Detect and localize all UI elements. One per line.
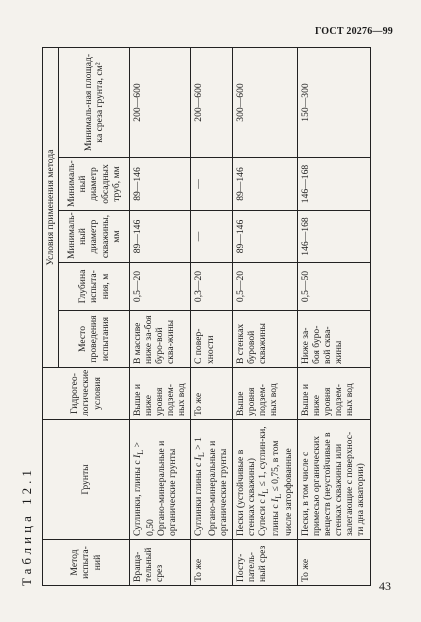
header-casing-diameter: Минималь-ный диаметр обсадных труб, мм [59,158,130,211]
cell-well-diameter: 89—146 [130,211,191,263]
cell-method: То же [298,540,371,586]
header-hydro: Гидрогео-логические условия [43,368,130,420]
cell-hydro: Выше и ниже уровня подзем-ных вод [130,368,191,420]
cell-place: В стенках буровой скважины [232,311,298,368]
cell-soils: Суглинки, глины с $I_L > 0,50$ Органо-минеральные и органические грунты [130,420,191,540]
table-row [298,48,371,586]
cell-hydro: Выше и ниже уровня подзем-ных вод [298,368,371,420]
cell-hydro: То же [191,368,232,420]
cell-casing-diameter: 146—168 [298,158,371,211]
rotated-table-sheet [14,48,371,586]
table-row [191,48,232,586]
cell-method: Посту-патель-ный срез [232,540,298,586]
cell-casing-diameter: — [191,158,232,211]
cell-depth: 0,5—20 [130,263,191,311]
table-caption: Таблица 12.1 [19,466,34,586]
document-header: ГОСТ 20276—99 [314,26,393,37]
table-row [130,48,191,586]
cell-method: То же [191,540,232,586]
cell-depth: 0,5—50 [298,263,371,311]
header-well-diameter: Минималь-ный диаметр скважины, мм [59,211,130,263]
cell-method: Враща-тельный срез [130,540,191,586]
header-place: Место проведения испытания [59,311,130,368]
cell-soils: Пески, в том числе с примесью органических веществ (неустойчивые в стенках скважины или залегающие с поверхнос-ти дна акватории) [298,420,371,540]
cell-place: С повер-хности [191,311,232,368]
cell-well-diameter: — [191,211,232,263]
header-conditions-group: Условия применения метода [43,48,59,368]
cell-place: Ниже за-боя буро-вой сква-жины [298,311,371,368]
cell-depth: 0,3—20 [191,263,232,311]
cell-casing-diameter: 89—146 [232,158,298,211]
cell-shear-area: 200—600 [130,48,191,158]
application-conditions-table [42,47,371,586]
cell-soils: Пески (устойчивые в стенках скважины) Супеси с $I_L \le 1$, суглин-ки, глины с $I_L \le 0,75$, в том числе заторфованные [232,420,298,540]
cell-soils: Суглинки глины с $I_L > 1$ Органо-минеральные и органические грунты [191,420,232,540]
header-depth: Глубина испыта-ния, м [59,263,130,311]
header-method: Метод испыта-ний [43,540,130,586]
page-number: 43 [379,579,391,593]
cell-depth: 0,5—20 [232,263,298,311]
table-row [232,48,298,586]
cell-casing-diameter: 89—146 [130,158,191,211]
cell-shear-area: 150—300 [298,48,371,158]
cell-hydro: Выше уровня подзем-ных вод [232,368,298,420]
header-soils: Грунты [43,420,130,540]
header-shear-area: Минималь-ная площад-ка среза грунта, см² [59,48,130,158]
cell-place: В массиве ниже за-боя буро-вой сква-жины [130,311,191,368]
cell-shear-area: 300—600 [232,48,298,158]
cell-shear-area: 200—600 [191,48,232,158]
cell-well-diameter: 89—146 [232,211,298,263]
cell-well-diameter: 146—168 [298,211,371,263]
